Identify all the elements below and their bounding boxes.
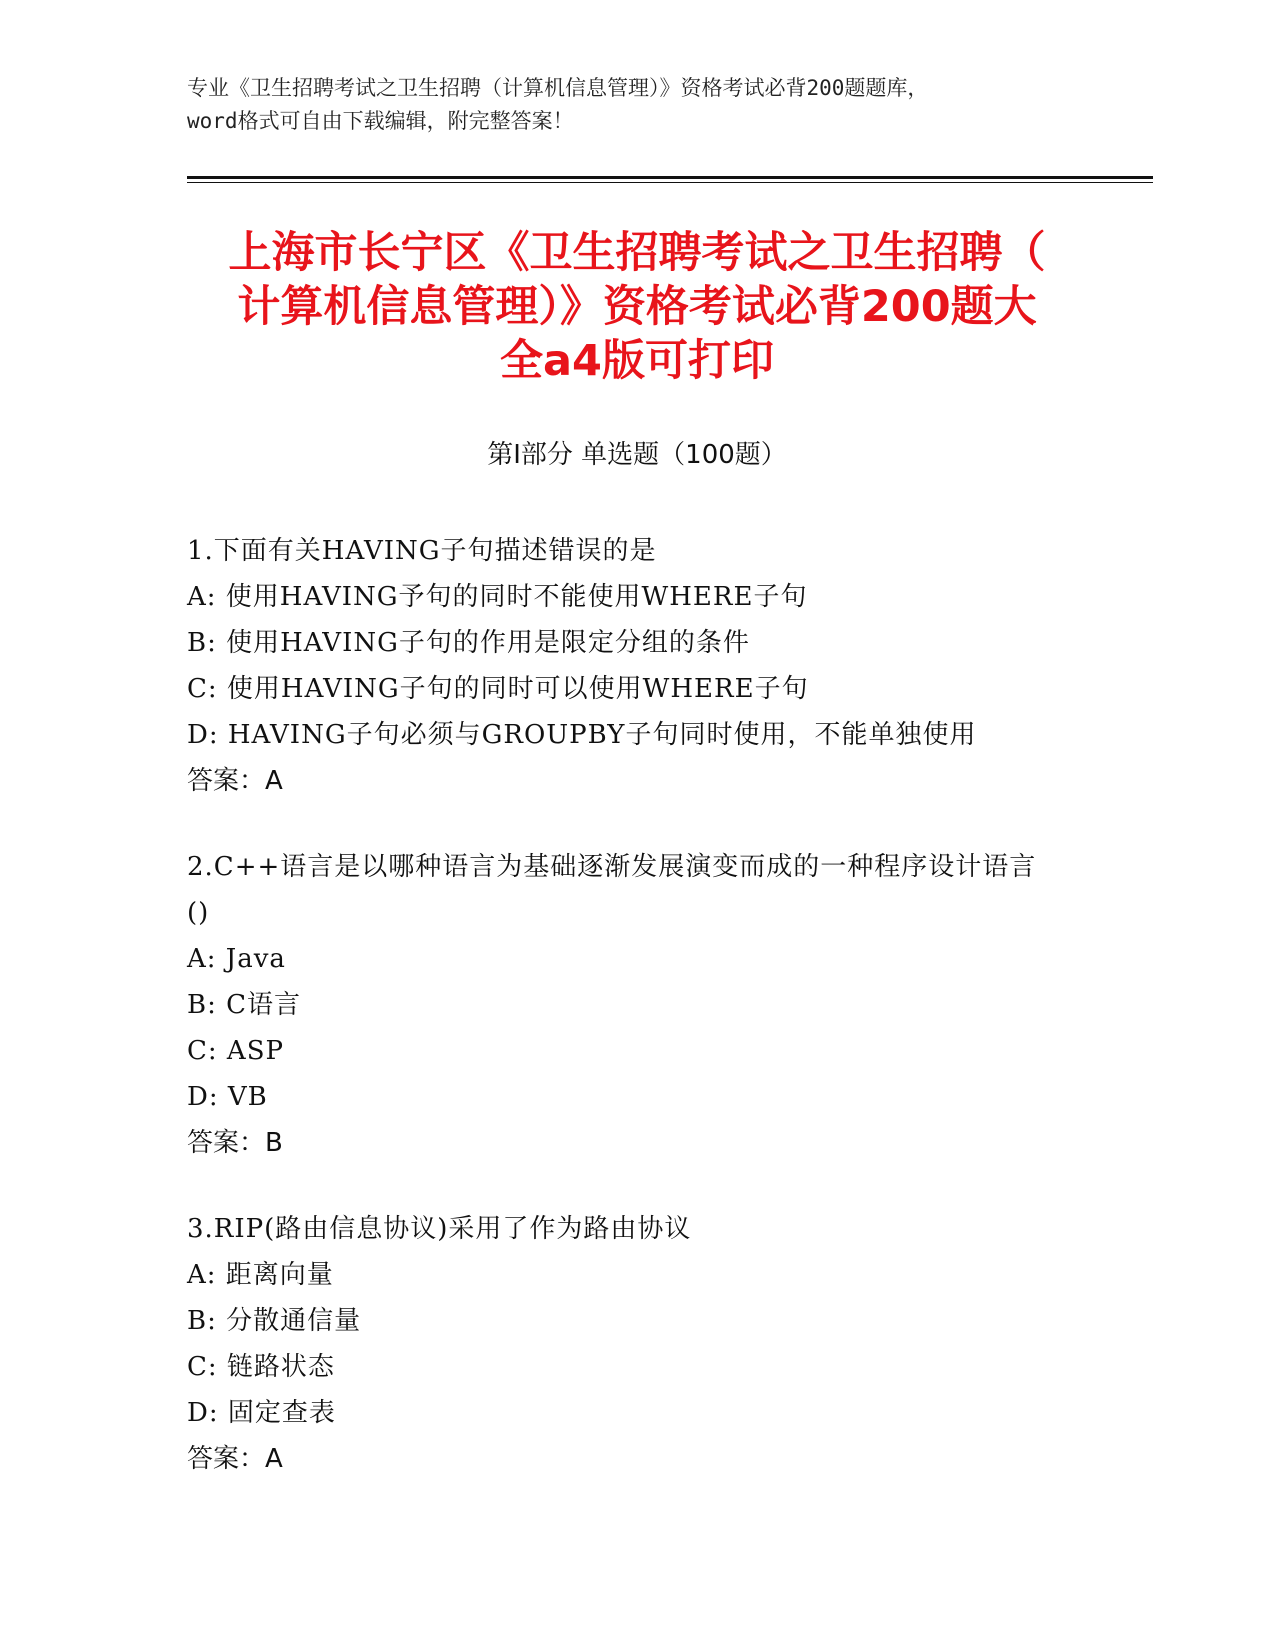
option-c: C: 使用HAVING子句的同时可以使用WHERE子句 [187,674,809,704]
question-3 [187,1206,1087,1482]
question-list [187,528,1087,1522]
option-a: A: 使用HAVING予句的同时不能使用WHERE子句 [187,582,808,612]
option-b: B: 分散通信量 [187,1306,362,1336]
option-a: A: 距离向量 [187,1260,334,1290]
answer-line: 答案：A [187,1444,283,1474]
question-stem: 1.下面有关HAVING子句描述错误的是 [187,536,657,566]
header-divider-thin [187,182,1153,183]
option-d: D: HAVING子句必须与GROUPBY子句同时使用，不能单独使用 [187,720,977,750]
header-note-line-2: word格式可自由下载编辑，附完整答案！ [187,109,574,133]
option-c: C: ASP [187,1036,284,1066]
question-1 [187,528,1087,804]
answer-line: 答案：B [187,1128,283,1158]
option-d: D: 固定查表 [187,1398,336,1428]
option-c: C: 链路状态 [187,1352,335,1382]
header-divider-thick [187,176,1153,179]
question-2 [187,844,1087,1166]
header-note-line-1: 专业《卫生招聘考试之卫生招聘（计算机信息管理）》资格考试必背200题题库， [187,76,929,100]
option-d: D: VB [187,1082,268,1112]
document-title-line-3: 全a4版可打印 [500,336,774,386]
question-stem: 3.RIP(路由信息协议)采用了作为路由协议 [187,1214,692,1244]
option-b: B: 使用HAVING子句的作用是限定分组的条件 [187,628,750,658]
question-stem-continuation: () [187,898,210,928]
answer-line: 答案：A [187,766,283,796]
document-title [187,226,1087,388]
question-stem: 2.C++语言是以哪种语言为基础逐渐发展演变而成的一种程序设计语言 [187,852,1037,882]
document-title-line-2: 计算机信息管理）》资格考试必背200题大 [237,282,1037,332]
document-title-line-1: 上海市长宁区《卫生招聘考试之卫生招聘（ [228,228,1046,278]
section-heading: 第I部分 单选题（100题） [487,440,787,470]
option-b: B: C语言 [187,990,302,1020]
option-a: A: Java [187,944,286,974]
header-note [187,72,1087,138]
